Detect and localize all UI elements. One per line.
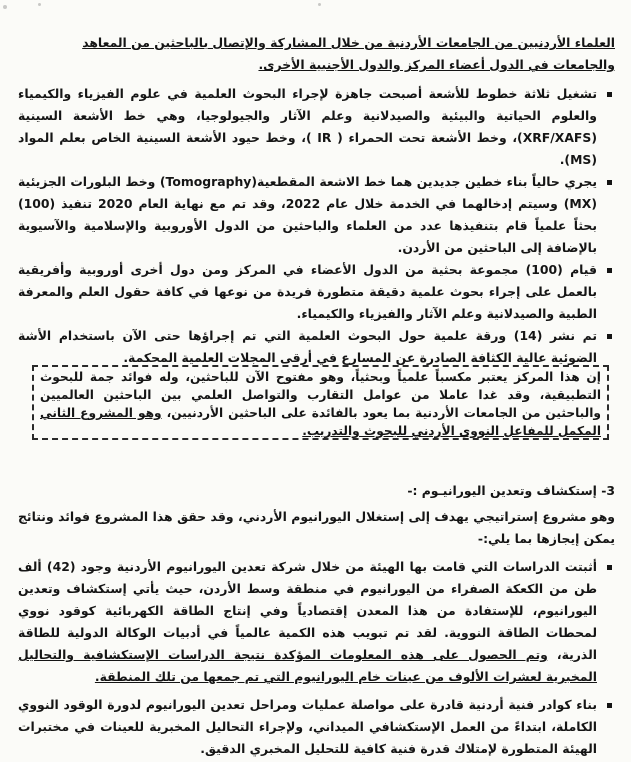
uranium-bullet-1-text: أثبتت الدراسات التي قامت بها الهيئة من خلال شركة تعدين اليورانيوم الأردنية وجود (42) ألف طن من الكعكة الصفراء من اليورانيوم في منطقة وسط الأردن، حيث يأتي إستكشاف وتعدين اليورانيوم، للإستفادة من هذا المعدن إقتصادياً وفي إنتاج الطاقة الكهربائية كوقود نووي لمحطات الطاقة النووية. لقد تم تبويب هذه الكمية عالمياً في أدبيات الوكالة الدولية للطاقة الذرية،	[18, 559, 597, 662]
list-item: بناء كوادر فنية أردنية قادرة على مواصلة عمليات ومراحل تعدين اليورانيوم لدورة الوقود النووي الكاملة، ابتداءً من العمل الإستكشافي الميداني، ولإجراء التحاليل المخبرية للعينات في مختبرات الهيئة المتطورة لإمتلاك قدرة فنية كافية للتحليل المخبري الدقيق.	[18, 694, 615, 760]
achievements-list	[18, 83, 615, 369]
list-item: تشغيل ثلاثة خطوط للأشعة أصبحت جاهزة لإجراء البحوث العلمية في علوم الفيزياء والكيمياء والعلوم الحياتية والبيئية والصيدلانية وعلم الآثار والجيولوجيا، وهي خط الأشعة السينية (XRF/XAFS)، وخط الأشعة تحت الحمراء ( IR )، وخط حيود الأشعة السينية الخاص بعلم المواد (MS).	[18, 83, 615, 171]
scan-speck	[3, 5, 7, 9]
section-uranium	[18, 480, 615, 760]
highlight-text	[40, 368, 601, 440]
uranium-bullet-1-underlined: وتم الحصول على هذه المعلومات المؤكدة نتيجة الدراسات الإستكشافية والتحاليل المخبرية لعشرات الألوف من عينات خام اليورانيوم التي تم جمعها من تلك المنطقة.	[18, 647, 597, 684]
scan-speck	[38, 3, 41, 6]
list-item: قيام (100) مجموعة بحثية من الدول الأعضاء في المركز ومن دول أخرى أوروبية وأفريقية بالعمل على إجراء بحوث علمية دقيقة متطورة فريدة من نوعها في كافة حقول العلم والمعرفة الطبية والصيدلانية وعلم الآثار والفيزياء والكيمياء.	[18, 259, 615, 325]
highlight-text-part2: وهو المشروع الثاني المكمل للمفاعل النووي الأردني للبحوث والتدريب.	[40, 406, 601, 438]
highlight-box	[32, 365, 609, 440]
intro-line-2: والجامعات في الدول أعضاء المركز والدول الأجنبية الأخرى.	[258, 57, 615, 72]
intro-line-1: العلماء الأردنيين من الجامعات الأردنية من خلال المشاركة والإتصال بالباحثين من المعاهد	[82, 35, 615, 50]
section-heading: 3- إستكشاف وتعدين اليورانيـوم :-	[407, 483, 615, 498]
list-item: تم نشر (14) ورقة علمية حول البحوث العلمية التي تم إجراؤها حتى الآن باستخدام الأشة الضوئية عالية الكثافة الصادرة عن المسارع في أرقى المجلات العلمية المحكمة.	[18, 325, 615, 369]
intro-paragraph	[18, 32, 615, 76]
uranium-list	[18, 556, 615, 760]
scan-speck	[318, 3, 321, 6]
highlight-text-part1: إن هذا المركز يعتبر مكسباً علمياً وبحثياً، وهو مفتوح الآن للباحثين، وله فوائد جمة للبحوث التطبيقية، وقد غدا عاملا من عوامل التقارب والتواصل العلمي بين الباحثين العالميين والباحثين من الجامعات الأردنية بما يعود بالفائدة على الباحثين الأردنيين،	[40, 370, 601, 420]
list-item	[18, 556, 615, 688]
section-intro: وهو مشروع إستراتيجي يهدف إلى إستغلال اليورانيوم الأردني، وقد حقق هذا المشروع فوائد ونتائج يمكن إيجازها بما يلي:-	[18, 509, 615, 546]
list-item: يجري حالياً بناء خطين جديدين هما خط الاشعة المقطعية(Tomography) وخط البلورات الجزيئية (MX) وسيتم إدخالهما في الخدمة خلال عام 2022، وقد تم مع نهاية العام 2020 تنفيذ (100) بحثاً علمياً قام بتنفيذها عدد من العلماء والباحثين من الدول الأوروبية والإسلامية والآسيوية بالإضافة إلى الباحثين من الأردن.	[18, 171, 615, 259]
